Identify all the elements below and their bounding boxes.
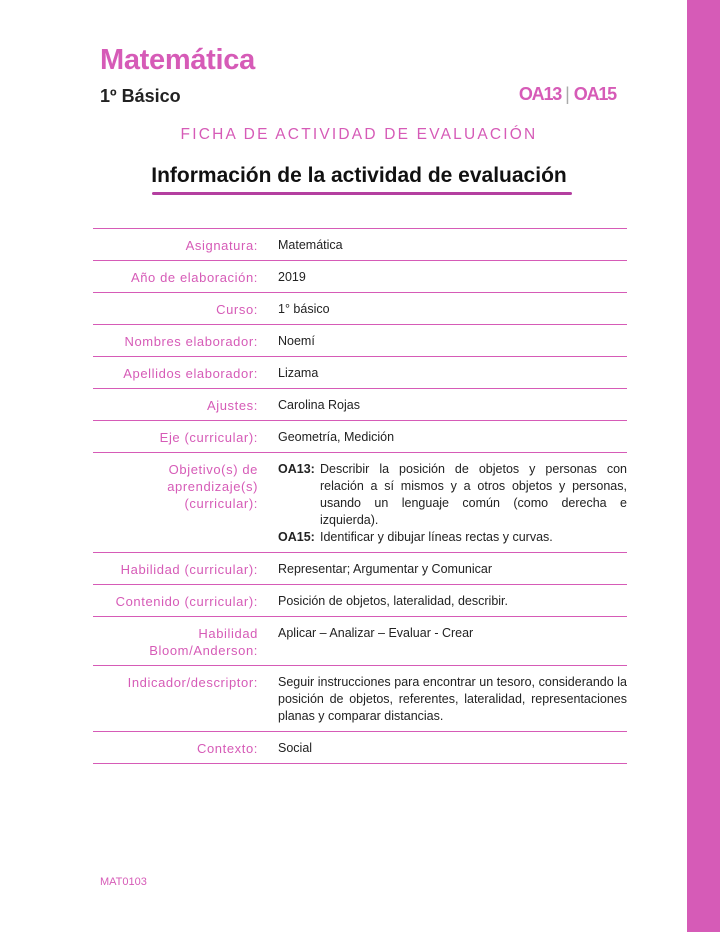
row-value: Social	[278, 741, 313, 755]
row-label: Curso:	[216, 302, 258, 317]
row-value: Carolina Rojas	[278, 398, 360, 412]
row-value: Representar; Argumentar y Comunicar	[278, 562, 492, 576]
table-row	[93, 553, 627, 585]
row-label: Contenido (curricular):	[115, 594, 258, 609]
row-label: Objetivo(s) de aprendizaje(s) (curricular):	[167, 462, 258, 511]
row-value: Aplicar – Analizar – Evaluar - Crear	[278, 626, 474, 640]
row-label: Eje (curricular):	[159, 430, 258, 445]
table-row	[93, 421, 627, 453]
grade-label: 1º Básico	[100, 86, 181, 106]
row-value: Lizama	[278, 366, 319, 380]
table-row	[93, 325, 627, 357]
footer-code: MAT0103	[100, 876, 147, 888]
table-row	[93, 229, 627, 261]
row-label: Ajustes:	[206, 398, 258, 413]
oa-separator: |	[565, 84, 570, 104]
table-row	[93, 732, 627, 764]
oa-codes	[519, 84, 616, 105]
info-table	[93, 228, 627, 764]
table-row-objectives	[93, 453, 627, 553]
table-row	[93, 617, 627, 666]
oa-code-second: OA15	[573, 84, 616, 104]
row-label: Habilidad Bloom/Anderson:	[149, 626, 258, 658]
row-value: Posición de objetos, lateralidad, describir.	[278, 594, 508, 608]
row-value: Geometría, Medición	[278, 430, 395, 444]
ficha-label: FICHA DE ACTIVIDAD DE EVALUACIÓN	[180, 126, 538, 143]
row-value: 1° básico	[278, 302, 330, 316]
row-label: Apellidos elaborador:	[123, 366, 258, 381]
row-label: Nombres elaborador:	[124, 334, 258, 349]
table-row	[93, 585, 627, 617]
table-row	[93, 666, 627, 732]
subject-title: Matemática	[100, 44, 255, 76]
row-label: Contexto:	[196, 741, 258, 756]
table-row	[93, 293, 627, 325]
row-label: Asignatura:	[185, 238, 258, 253]
objective-code: OA15:	[278, 530, 315, 544]
table-row	[93, 357, 627, 389]
oa-code-first: OA13	[518, 84, 562, 104]
table-row	[93, 261, 627, 293]
row-value: Seguir instrucciones para encontrar un tesoro, considerando la posición de objetos, referentes, lateralidad, representaciones planas y comparar distancias.	[278, 675, 627, 723]
objective-text: Describir la posición de objetos y personas con relación a sí mismos y a otros objetos y personas, usando un lenguaje común (como derecha e izquierda).	[320, 462, 627, 527]
row-value: Matemática	[278, 238, 343, 252]
row-value: Noemí	[278, 334, 315, 348]
section-title: Información de la actividad de evaluación	[151, 164, 567, 187]
objective-item	[278, 461, 627, 529]
objective-item	[278, 529, 627, 546]
row-label: Indicador/descriptor:	[127, 675, 258, 690]
objective-text: Identificar y dibujar líneas rectas y curvas.	[320, 530, 553, 544]
row-label: Habilidad (curricular):	[120, 562, 258, 577]
row-label: Año de elaboración:	[130, 270, 258, 285]
title-underline	[152, 192, 572, 195]
row-value: 2019	[278, 270, 306, 284]
objectives-list	[278, 460, 627, 546]
objective-code: OA13:	[278, 462, 315, 476]
table-row	[93, 389, 627, 421]
